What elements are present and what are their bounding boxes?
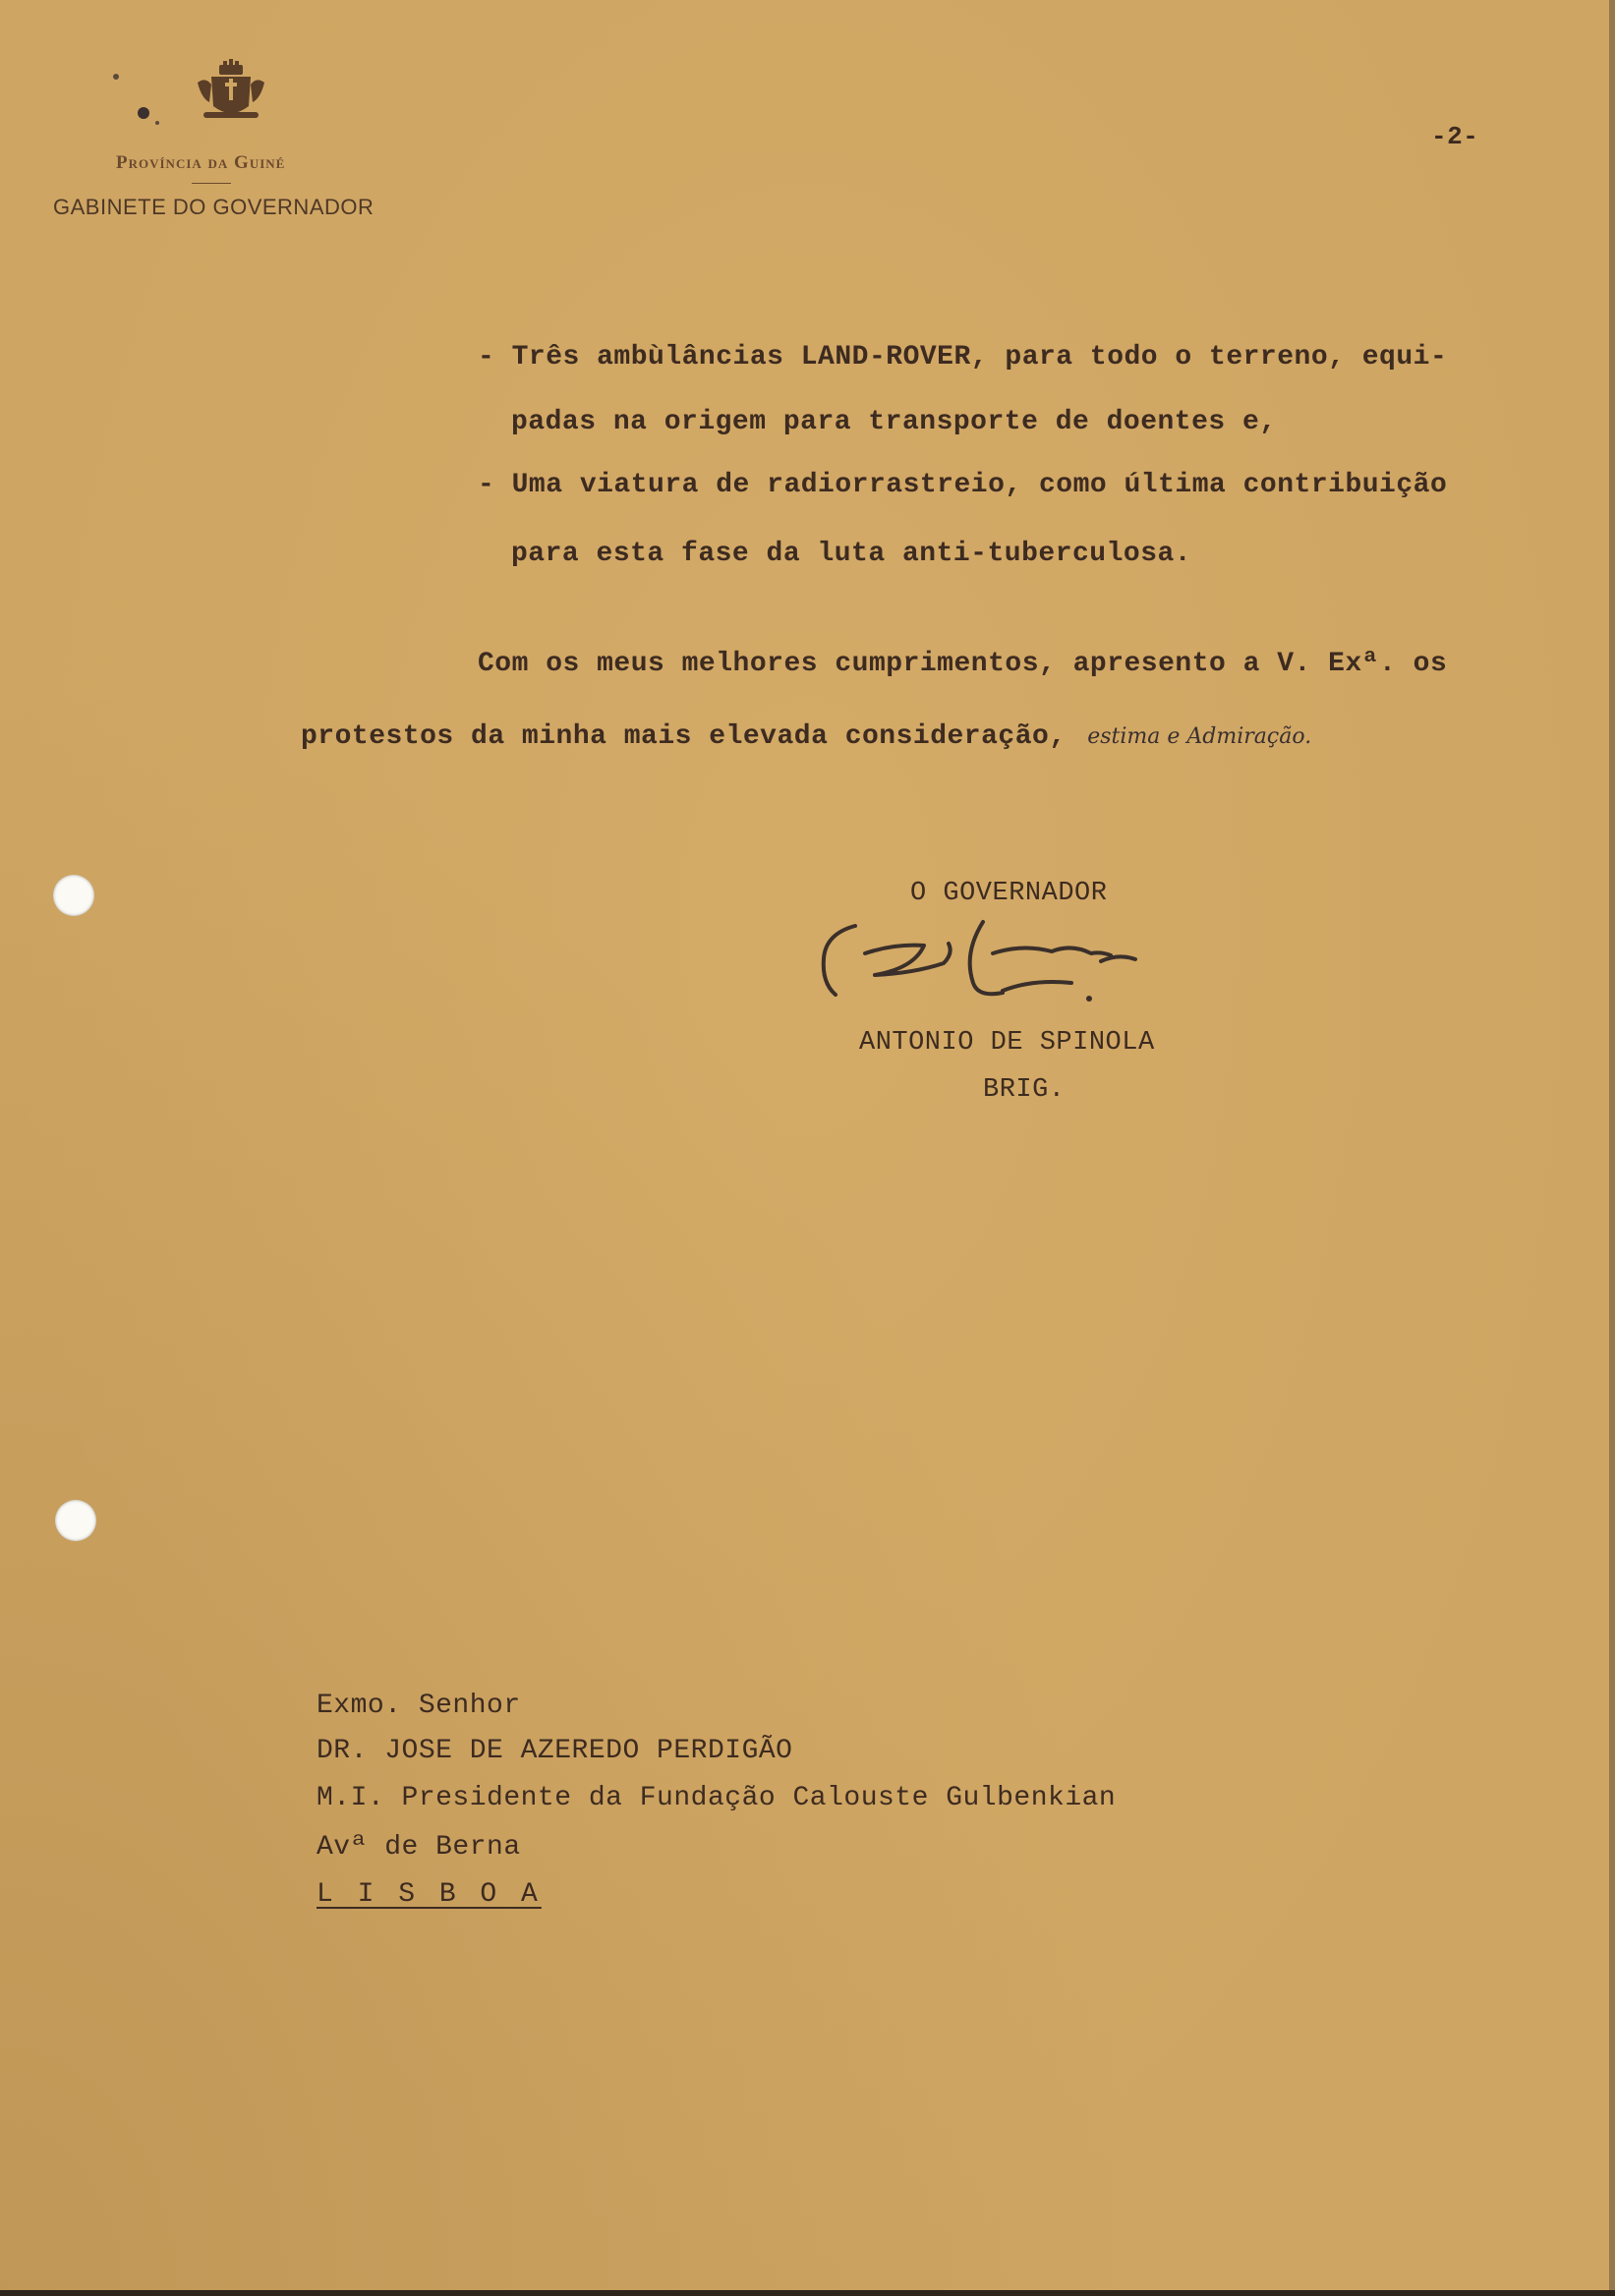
letterhead-province: Província da Guiné bbox=[116, 152, 286, 173]
addressee-street: Avª de Berna bbox=[317, 1832, 521, 1863]
coat-of-arms-icon bbox=[192, 59, 270, 138]
item-1-line-1: - Três ambùlâncias LAND-ROVER, para todo o terreno, equi- bbox=[478, 342, 1448, 373]
paper-edge-right bbox=[1609, 0, 1615, 2296]
addressee-city: L I S B O A bbox=[317, 1879, 542, 1910]
signature-icon bbox=[806, 914, 1219, 1022]
item-2-line-2: para esta fase da luta anti-tuberculosa. bbox=[511, 539, 1192, 569]
closing-line-1: Com os meus melhores cumprimentos, apresento a V. Exª. os bbox=[478, 649, 1448, 679]
addressee-position: M.I. Presidente da Fundação Calouste Gulbenkian bbox=[317, 1783, 1117, 1813]
letterhead-divider bbox=[192, 183, 231, 184]
letterhead bbox=[39, 59, 452, 226]
signature-rank: BRIG. bbox=[983, 1075, 1066, 1105]
closing-line-2 bbox=[301, 721, 1311, 752]
addressee-salutation: Exmo. Senhor bbox=[317, 1691, 521, 1721]
signature-name: ANTONIO DE SPINOLA bbox=[859, 1028, 1155, 1058]
item-2-line-1: - Uma viatura de radiorrastreio, como última contribuição bbox=[478, 470, 1448, 500]
addressee-name: DR. JOSE DE AZEREDO PERDIGÃO bbox=[317, 1736, 793, 1766]
paper-edge-bottom bbox=[0, 2290, 1615, 2296]
punch-hole-bottom bbox=[55, 1500, 96, 1541]
page-number: -2- bbox=[1431, 122, 1479, 151]
signature-title: O GOVERNADOR bbox=[910, 879, 1108, 908]
punch-hole-top bbox=[53, 875, 94, 916]
item-1-line-2: padas na origem para transporte de doentes e, bbox=[511, 407, 1277, 437]
ink-smudge-icon bbox=[98, 69, 167, 128]
closing-handwritten: estima e Admiração. bbox=[1087, 724, 1312, 749]
letterhead-cabinet: GABINETE DO GOVERNADOR bbox=[53, 195, 375, 219]
closing-line-2-typed: protestos da minha mais elevada consideração, bbox=[301, 721, 1067, 752]
